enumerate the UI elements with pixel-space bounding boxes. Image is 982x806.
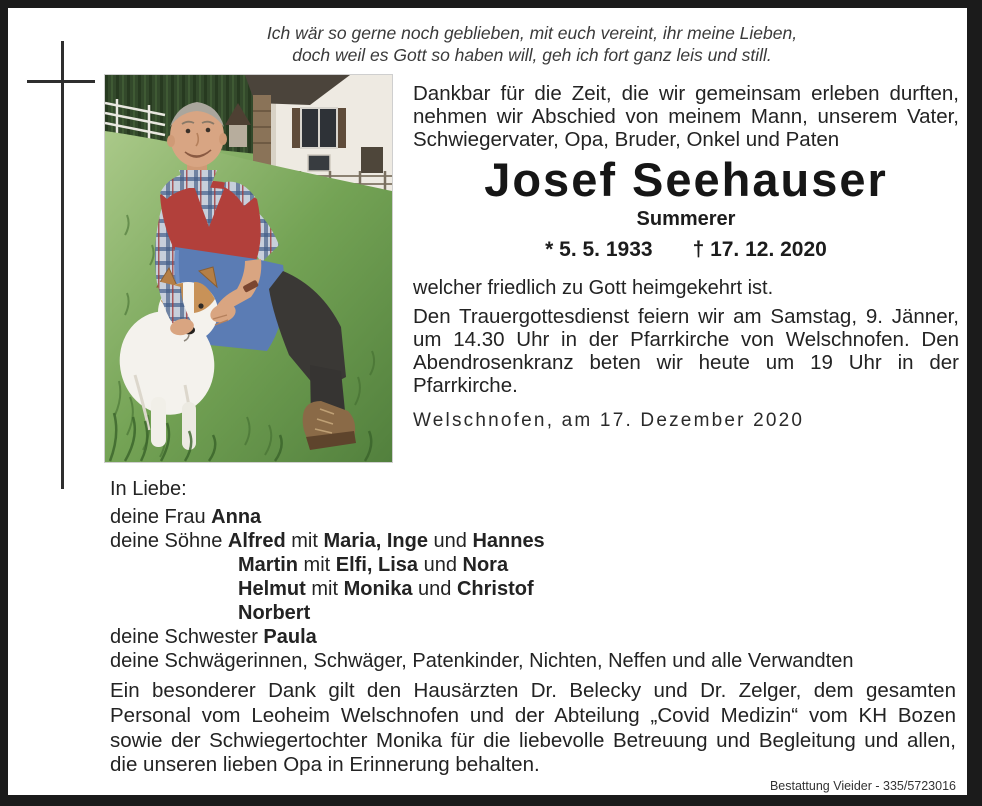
announcement-column xyxy=(413,82,959,432)
cross-vertical-bar xyxy=(61,41,64,489)
mourners-heading: In Liebe: xyxy=(110,478,187,500)
returned-line: welcher friedlich zu Gott heimgekehrt ist. xyxy=(413,276,774,299)
mourner-line: Helmut mit Monika und Christof xyxy=(238,578,534,600)
deceased-vulgo-name: Summerer xyxy=(636,207,736,230)
mourner-line: deine Frau Anna xyxy=(110,506,262,528)
memorial-photo xyxy=(104,74,393,463)
mourner-line: Martin mit Elfi, Lisa und Nora xyxy=(238,554,509,576)
verse-line-1: Ich wär so gerne noch geblieben, mit euch vereint, ihr meine Lieben, xyxy=(266,23,798,43)
mourner-line: deine Söhne Alfred mit Maria, Inge und Hannes xyxy=(110,530,545,552)
thanks-text: Ein besonderer Dank gilt den Hausärzten Dr. Belecky und Dr. Zelger, dem gesamten Personal vom Leoheim Welschnofen und der Abteilung „Covid Medizin“ vom KH Bozen sowie der Schwiegertochter Monika für die liebevolle Betreuung und Begleitung und allen, die unseren lieben Opa in Erinnerung behalten. xyxy=(110,679,956,777)
deceased-name: Josef Seehauser xyxy=(484,152,888,206)
birth-date: * 5. 5. 1933 xyxy=(545,237,653,261)
life-dates xyxy=(413,238,959,262)
cross-horizontal-bar xyxy=(27,80,95,83)
mourners-block xyxy=(110,478,956,793)
dateline: Welschnofen, am 17. Dezember 2020 xyxy=(413,410,805,432)
mourner-line: Norbert xyxy=(238,602,311,624)
verse-line-2: doch weil es Gott so haben will, geh ich fort ganz leis und still. xyxy=(292,44,772,65)
service-text: Den Trauergottesdienst feiern wir am Samstag, 9. Jänner, um 14.30 Uhr in der Pfarrkirche von Welschnofen. Den Abendrosenkranz beten wir heute um 19 Uhr in der Pfarrkirche. xyxy=(413,304,959,398)
mourners-list xyxy=(110,505,956,673)
mourner-line: deine Schwester Paula xyxy=(110,626,317,648)
death-date: † 17. 12. 2020 xyxy=(692,237,827,261)
mourner-line: deine Schwägerinnen, Schwäger, Patenkinder, Nichten, Neffen und alle Verwandten xyxy=(110,650,854,672)
intro-text: Dankbar für die Zeit, die wir gemeinsam erleben durften, nehmen wir Abschied von meinem Mann, unserem Vater, Schwiegervater, Opa, Bruder, Onkel und Paten xyxy=(413,82,959,152)
funeral-home-credit: Bestattung Vieider - 335/5723016 xyxy=(769,779,956,794)
memorial-verse xyxy=(136,23,928,66)
memorial-photo-illustration xyxy=(105,75,392,462)
